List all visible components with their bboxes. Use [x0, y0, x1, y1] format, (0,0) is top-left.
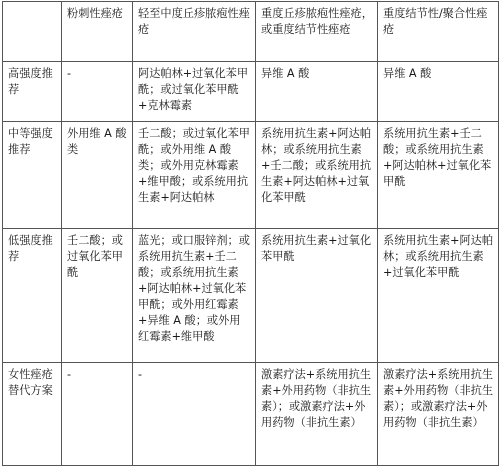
table-row-low-strength: [3, 229, 499, 363]
table-cell: 壬二酸；或过氧化苯甲酰: [62, 229, 133, 363]
table-row-high-strength: [3, 62, 499, 122]
header-cell-mild-moderate-papulopustular: 轻至中度丘疹脓疱性痤疮: [133, 2, 256, 62]
table-cell: -: [62, 363, 133, 466]
table-cell: 蓝光；或口服锌剂；或系统用抗生素+壬二酸；或系统用抗生素+阿达帕林+过氧化苯甲酰；或外用红霉素+异维 A 酸；或外用红霉素+维甲酸: [133, 229, 256, 363]
row-label-low-strength: 低强度推荐: [3, 229, 62, 363]
header-cell-severe-nodular-conglobate: 重度结节性/聚合性痤疮: [378, 2, 499, 62]
table-cell: 外用维 A 酸类: [62, 122, 133, 229]
row-label-moderate-strength: 中等强度推荐: [3, 122, 62, 229]
header-cell-comedonal: 粉刺性痤疮: [62, 2, 133, 62]
table-cell: -: [133, 363, 256, 466]
table-cell: 系统用抗生素+过氧化苯甲酰: [256, 229, 378, 363]
table-row-female-alternative: [3, 363, 499, 466]
header-cell-empty: [3, 2, 62, 62]
recommendation-table: [2, 1, 499, 466]
row-label-high-strength: 高强度推荐: [3, 62, 62, 122]
table-cell: 异维 A 酸: [378, 62, 499, 122]
table-cell: 壬二酸；或过氧化苯甲酰；或外用维 A 酸类；或外用克林霉素+维甲酸；或系统用抗生素+阿达帕林: [133, 122, 256, 229]
table-cell: 系统用抗生素+阿达帕林；或系统用抗生素+过氧化苯甲酰: [378, 229, 499, 363]
table-cell: 激素疗法+系统用抗生素+外用药物（非抗生素）；或激素疗法+外用药物（非抗生素）: [378, 363, 499, 466]
row-label-female-alternative: 女性痤疮替代方案: [3, 363, 62, 466]
table-cell: 系统用抗生素+壬二酸；或系统用抗生素+阿达帕林+过氧化苯甲酰: [378, 122, 499, 229]
table-cell: 激素疗法+系统用抗生素+外用药物（非抗生素）；或激素疗法+外用药物（非抗生素）: [256, 363, 378, 466]
table-cell: 阿达帕林+过氧化苯甲酰；或过氧化苯甲酰+克林霉素: [133, 62, 256, 122]
header-cell-severe-papulopustular: 重度丘疹脓疱性痤疮，或重度结节性痤疮: [256, 2, 378, 62]
table-cell: 异维 A 酸: [256, 62, 378, 122]
header-row: [3, 2, 499, 62]
table-cell: 系统用抗生素+阿达帕林；或系统用抗生素+壬二酸；或系统用抗生素+阿达帕林+过氧化苯甲酰: [256, 122, 378, 229]
table-cell: -: [62, 62, 133, 122]
table-row-moderate-strength: [3, 122, 499, 229]
